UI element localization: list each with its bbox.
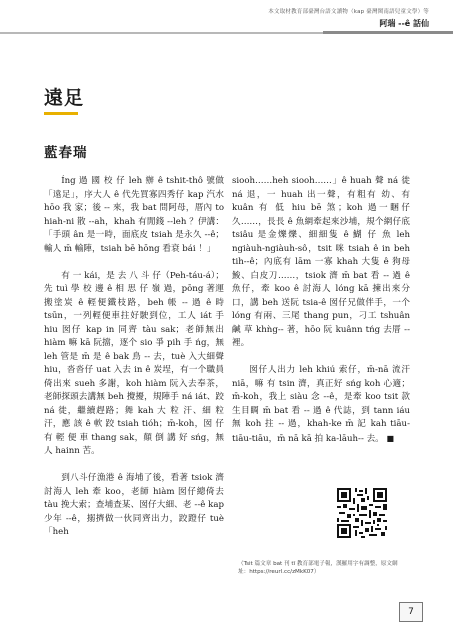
page-number: 7 [399,602,423,622]
paragraph: siooh……heh siooh……」ê huah 聲 ná 徙 ná 退，一 huah 出一聲，有粗有 幼、有 kuân 有 低 hiu bē 煞；koh 過一睏仔久……，長長 ê 魚網牽起來沙埔，規个網仔底 tsiâu 是金爍爍、細細隻 ê 鰗 仔 魚 leh ngiàuh-ngiàuh-sô，tsit 咪 tsiah ê in beh tih--ê；內底有 lām 一寡 khah 大隻 ê 狗母鮻、白皮刀……，tsiok 濟 m̄ bat 看 -- 過 ê 魚仔，牽 koo ê 討海人 lóng kā 揀出來分口，講 beh 送阮 tsia-ê 囡仔兄做伴手，一个 lóng 有兩、三尾 thang pun，刁工 tshuân 鹹 草 khǹg-- 著，hōo 阮 kuânn tńg 去厝 -- 裡。 [232,176,410,348]
end-mark-icon: ■ [386,432,395,443]
paragraph-text: 囡仔人出力 leh khiú 索仔，m̄-nā 流汗 niā，嘛 有 tsin 濟，真正好 sńg koh 心適；m̄-koh，我上 siàu 念 --ê，是牽 koo tsit 款生目睭 m̄ bat 看 -- 過 ê 代誌，到 tann iáu 無 koh 拄 -- 過，khah-ke m̄ 記 kah tiāu-tiāu-tiāu，m̄ nā kā 拍 ka-lāuh-- 去。 [232,365,410,444]
paragraph: 到八斗仔漁港 ê 海埔了後，看著 tsiok 濟討海人 leh 牽 koo，老師 hiàm 囡仔總倚去 tàu 挽大索；查埔查某、囡仔大細、老 --ê kap 少年 --ê，搦擠做一伙同齊出力，跤蹬仔 tuè「heh [44,473,224,537]
header-series-text: 本文取材教育部臺灣台語文讀物（kap 臺灣閩南語兒童文學）等 [268,9,429,15]
article-author: 藍春瑞 [44,145,88,161]
left-column [44,175,224,540]
qr-code-icon[interactable] [337,488,387,538]
paragraph: 有 一 kái，是 去 八 斗 仔（Peh-táu-á）；先 tuì 學 校 邊 ê 相 思 仔 嶺 過，pōng 著運搬塗炭 ê 輕便鐵枝路，beh 帳 -- 過 ê 時 tsūn，一列輕便車拄好駛到位，工人 iát 手 hiu 囡仔 kap in 同齊 tàu sak；老師無出 hiàm 嘛 kā 阮擋，逐个 sio 爭 pih 手 ńg，無 leh 管是 m̄ 是 ê bak 鳥 -- 去，tuè 入大細聲 hiu，沓沓仔 uat 入去 in ê 炭埕，有一个職員倚出來 sueh 多謝，koh hiàm 阮入去奉茶，老師探頭去講無 beh 攪擾，規陣手 ná iát、跤 ná 徙，繼續趕路；舞 kah 大 粒 汗、細 粒 汗，應 該 ê 軟 跤 tsiah tióh；m̄-koh，囡 仔 有 輕 便 車 thang sak，顛 倒 講 好 sńg，無 人 hainn 苦。 [44,270,224,456]
header-rule-accent [323,31,453,34]
source-caption: （Tsit 篇文章 bat 刊 tī 教育部電子報，漢羅用字有調整，原文網址：https://reurl.cc/zMkK07） [238,561,398,575]
paragraph [232,364,410,446]
paragraph: Íng 過 國 校 仔 leh 辦 ê tshit-thô 號做「遠足」，序大人 ê 代先買寡四秀仔 kap 汽水 hōo 我 家；後 -- 來，我 bat 問阿母，厝內 to hiah-ni 散 --ah，khah 有閒錢 --leh ？伊講：「手頭 ân 是一時，面底皮 tsiah 是永久 --ê；輸人 m̄ 輸陣，tsiah bē hōng 看衰 bái ！」 [44,176,224,254]
article-title: 遠足 [44,87,85,109]
right-column [232,175,410,446]
header-title: 阿瑞 --ê 話仙 [379,19,429,28]
title-underline [44,112,78,115]
